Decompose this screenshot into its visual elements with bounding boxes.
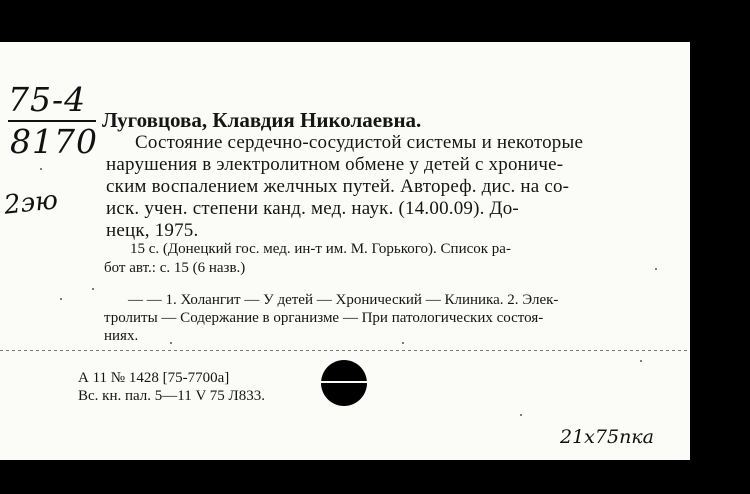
- punch-hole: [321, 360, 367, 406]
- accession-line: Вс. кн. пал. 5—11 V 75 Л833.: [78, 388, 265, 404]
- title-line: Состояние сердечно-сосудистой системы и некоторые: [135, 132, 584, 153]
- publication-line: 15 с. (Донецкий гос. мед. ин-т им. М. Горького). Список ра-: [130, 241, 511, 257]
- title-line: иск. учен. степени канд. мед. наук. (14.00.09). До-: [106, 198, 519, 219]
- dotted-separator: [0, 350, 690, 351]
- handwritten-bottom-note: 21х75пка: [560, 426, 654, 448]
- author-heading: Луговцова, Клавдия Николаевна.: [102, 108, 422, 132]
- handwritten-margin-note: 2эю: [2, 185, 60, 221]
- title-line: нарушения в электролитном обмене у детей с хрониче-: [106, 154, 564, 175]
- accession-line: А 11 № 1428 [75-7700а]: [78, 370, 230, 386]
- title-line: нецк, 1975.: [106, 220, 199, 241]
- catalog-card: [0, 42, 690, 460]
- title-line: ским воспалением желчных путей. Автореф. дис. на со-: [106, 176, 570, 197]
- subject-line: ниях.: [104, 328, 139, 344]
- publication-line: бот авт.: с. 15 (6 назв.): [104, 260, 246, 276]
- subject-line: тролиты — Содержание в организме — При патологических состоя-: [104, 310, 544, 326]
- subject-line: — — 1. Холангит — У детей — Хронический — Клиника. 2. Элек-: [128, 292, 559, 308]
- shelf-mark-bottom: 8170: [10, 122, 98, 161]
- shelf-mark-top: 75-4: [8, 80, 87, 119]
